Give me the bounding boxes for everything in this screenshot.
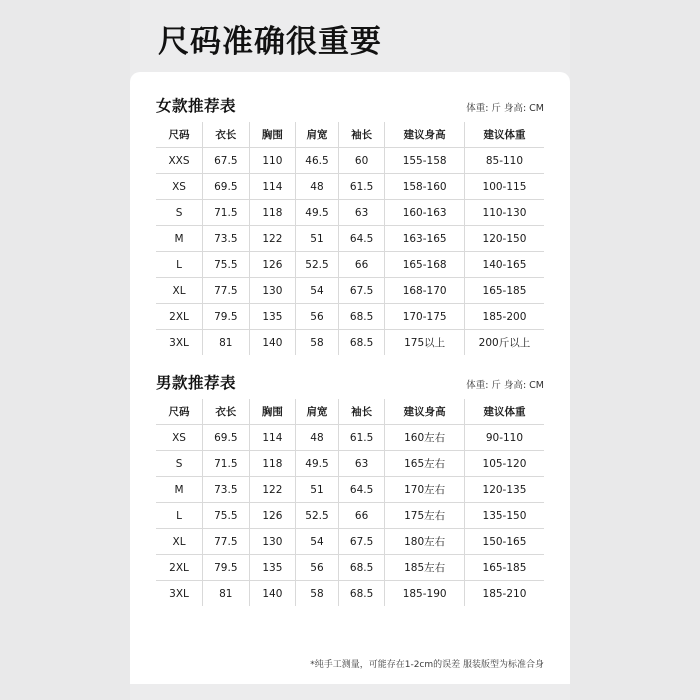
section-women: [156, 94, 544, 355]
cell: 48: [296, 174, 339, 200]
table-row: [156, 555, 544, 581]
table-row: [156, 425, 544, 451]
cell: 114: [249, 174, 296, 200]
cell: 58: [296, 581, 339, 607]
column-header: 胸围: [249, 399, 296, 425]
cell: 165左右: [385, 451, 465, 477]
size-chart-card: [130, 72, 570, 684]
cell: 81: [203, 330, 250, 356]
section-title-men: 男款推荐表: [156, 374, 237, 392]
cell: 122: [249, 477, 296, 503]
cell: 73.5: [203, 477, 250, 503]
cell: 170左右: [385, 477, 465, 503]
cell: 130: [249, 278, 296, 304]
cell: 71.5: [203, 200, 250, 226]
cell: 66: [338, 252, 385, 278]
cell: 160左右: [385, 425, 465, 451]
cell: L: [156, 503, 203, 529]
cell: 67.5: [338, 529, 385, 555]
cell: 52.5: [296, 503, 339, 529]
cell: 75.5: [203, 252, 250, 278]
cell: 185左右: [385, 555, 465, 581]
cell: 160-163: [385, 200, 465, 226]
cell: 49.5: [296, 200, 339, 226]
cell: 175左右: [385, 503, 465, 529]
cell: L: [156, 252, 203, 278]
cell: 105-120: [464, 451, 544, 477]
cell: 61.5: [338, 425, 385, 451]
cell: 63: [338, 451, 385, 477]
cell: 120-150: [464, 226, 544, 252]
cell: 68.5: [338, 555, 385, 581]
cell: 118: [249, 451, 296, 477]
cell: 135: [249, 304, 296, 330]
table-row: [156, 529, 544, 555]
cell: 180左右: [385, 529, 465, 555]
cell: 185-210: [464, 581, 544, 607]
table-row: [156, 477, 544, 503]
cell: 77.5: [203, 278, 250, 304]
unit-note-men: 体重: 斤 身高: CM: [466, 380, 544, 391]
left-margin-strip: [0, 0, 130, 700]
column-header: 袖长: [338, 122, 385, 148]
right-margin-strip: [570, 0, 700, 700]
cell: 165-185: [464, 555, 544, 581]
cell: 48: [296, 425, 339, 451]
cell: 79.5: [203, 555, 250, 581]
cell: 135-150: [464, 503, 544, 529]
column-header: 尺码: [156, 122, 203, 148]
cell: 140-165: [464, 252, 544, 278]
section-header-women: [156, 94, 544, 122]
cell: 64.5: [338, 477, 385, 503]
cell: 200斤以上: [464, 330, 544, 356]
cell: 56: [296, 555, 339, 581]
table-row: [156, 581, 544, 607]
column-header: 胸围: [249, 122, 296, 148]
cell: 110-130: [464, 200, 544, 226]
column-header: 尺码: [156, 399, 203, 425]
cell: 155-158: [385, 148, 465, 174]
table-row: [156, 174, 544, 200]
cell: 75.5: [203, 503, 250, 529]
section-header-men: [156, 371, 544, 399]
cell: 130: [249, 529, 296, 555]
table-row: [156, 503, 544, 529]
cell: 69.5: [203, 174, 250, 200]
page-title: 尺码准确很重要: [158, 24, 382, 60]
cell: 165-185: [464, 278, 544, 304]
cell: XL: [156, 529, 203, 555]
cell: 49.5: [296, 451, 339, 477]
cell: 68.5: [338, 330, 385, 356]
cell: 90-110: [464, 425, 544, 451]
cell: 158-160: [385, 174, 465, 200]
cell: 3XL: [156, 581, 203, 607]
table-women: [156, 122, 544, 355]
cell: 165-168: [385, 252, 465, 278]
column-header: 衣长: [203, 399, 250, 425]
cell: 51: [296, 477, 339, 503]
cell: 79.5: [203, 304, 250, 330]
cell: 54: [296, 278, 339, 304]
section-men: [156, 371, 544, 606]
cell: 150-165: [464, 529, 544, 555]
cell: 140: [249, 330, 296, 356]
cell: 3XL: [156, 330, 203, 356]
cell: 67.5: [203, 148, 250, 174]
cell: XS: [156, 174, 203, 200]
cell: 2XL: [156, 304, 203, 330]
cell: XXS: [156, 148, 203, 174]
table-row: [156, 252, 544, 278]
cell: S: [156, 200, 203, 226]
cell: 64.5: [338, 226, 385, 252]
table-header-row: [156, 122, 544, 148]
table-row: [156, 148, 544, 174]
cell: S: [156, 451, 203, 477]
cell: 52.5: [296, 252, 339, 278]
cell: 185-190: [385, 581, 465, 607]
cell: 56: [296, 304, 339, 330]
cell: 67.5: [338, 278, 385, 304]
column-header: 建议体重: [464, 399, 544, 425]
cell: 54: [296, 529, 339, 555]
cell: 168-170: [385, 278, 465, 304]
table-row: [156, 330, 544, 356]
column-header: 建议体重: [464, 122, 544, 148]
cell: 81: [203, 581, 250, 607]
table-row: [156, 451, 544, 477]
cell: 61.5: [338, 174, 385, 200]
cell: 135: [249, 555, 296, 581]
cell: 85-110: [464, 148, 544, 174]
cell: 58: [296, 330, 339, 356]
column-header: 衣长: [203, 122, 250, 148]
unit-note-women: 体重: 斤 身高: CM: [466, 103, 544, 114]
cell: 71.5: [203, 451, 250, 477]
cell: 68.5: [338, 304, 385, 330]
table-header-row: [156, 399, 544, 425]
cell: 60: [338, 148, 385, 174]
cell: 100-115: [464, 174, 544, 200]
measurement-footnote: *纯手工测量，可能存在1-2cm的误差 服装版型为标准合身: [310, 660, 544, 670]
cell: 114: [249, 425, 296, 451]
cell: 126: [249, 503, 296, 529]
cell: 46.5: [296, 148, 339, 174]
table-men: [156, 399, 544, 606]
column-header: 袖长: [338, 399, 385, 425]
table-row: [156, 304, 544, 330]
cell: M: [156, 226, 203, 252]
cell: 68.5: [338, 581, 385, 607]
cell: XL: [156, 278, 203, 304]
cell: 73.5: [203, 226, 250, 252]
cell: 110: [249, 148, 296, 174]
cell: 66: [338, 503, 385, 529]
cell: 170-175: [385, 304, 465, 330]
column-header: 肩宽: [296, 122, 339, 148]
cell: XS: [156, 425, 203, 451]
section-title-women: 女款推荐表: [156, 97, 237, 115]
cell: 2XL: [156, 555, 203, 581]
table-row: [156, 200, 544, 226]
column-header: 肩宽: [296, 399, 339, 425]
table-row: [156, 226, 544, 252]
cell: 140: [249, 581, 296, 607]
cell: 63: [338, 200, 385, 226]
cell: 175以上: [385, 330, 465, 356]
cell: 122: [249, 226, 296, 252]
cell: M: [156, 477, 203, 503]
cell: 185-200: [464, 304, 544, 330]
column-header: 建议身高: [385, 399, 465, 425]
cell: 163-165: [385, 226, 465, 252]
table-row: [156, 278, 544, 304]
cell: 118: [249, 200, 296, 226]
cell: 69.5: [203, 425, 250, 451]
cell: 77.5: [203, 529, 250, 555]
column-header: 建议身高: [385, 122, 465, 148]
cell: 120-135: [464, 477, 544, 503]
cell: 126: [249, 252, 296, 278]
cell: 51: [296, 226, 339, 252]
